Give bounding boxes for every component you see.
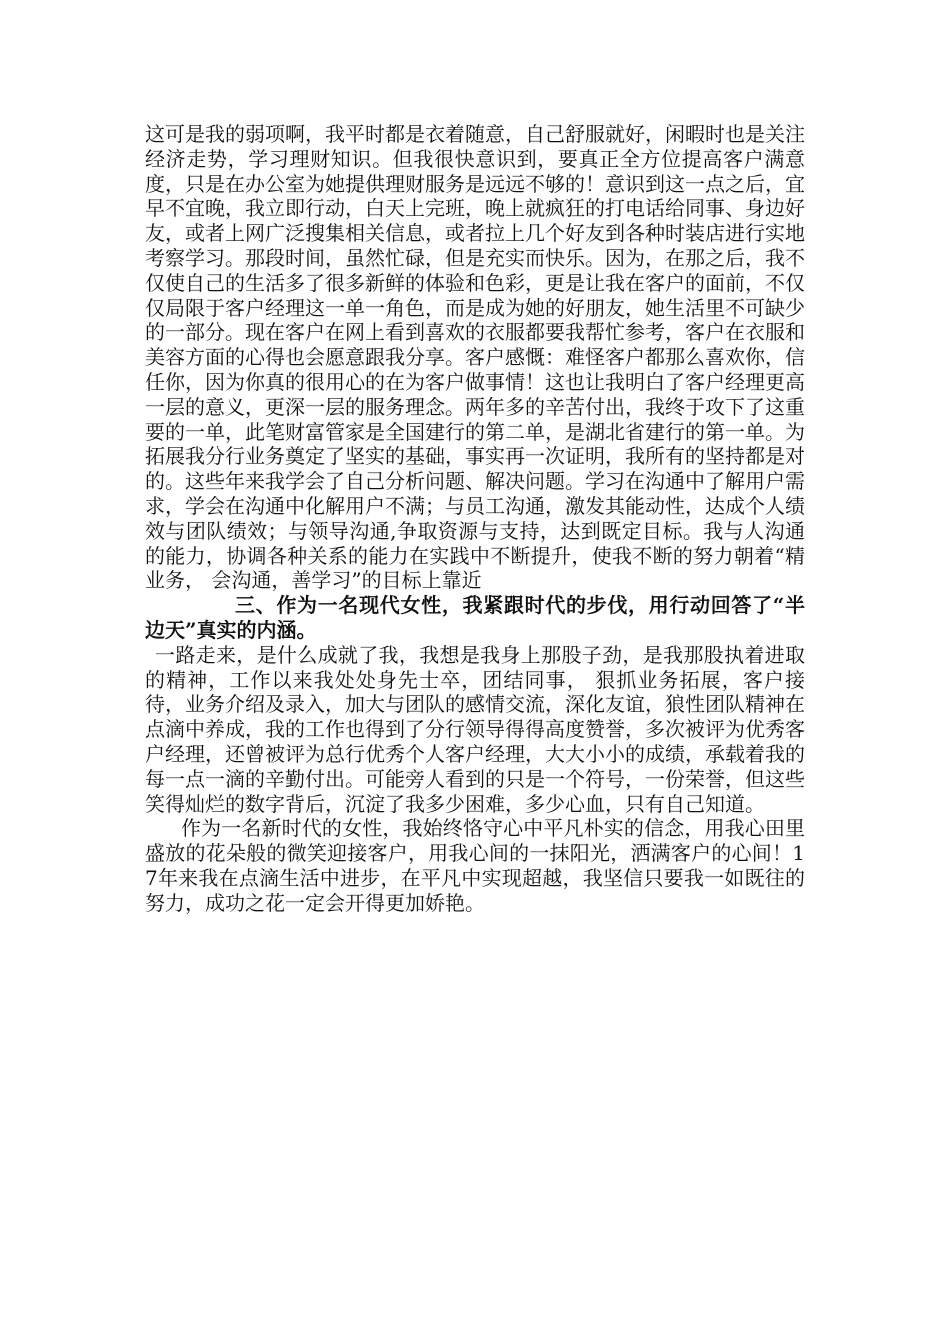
document-body	[145, 122, 805, 916]
body-paragraph: 作为一名新时代的女性，我始终恪守心中平凡朴实的信念，用我心田里盛放的花朵般的微笑迎接客户，用我心间的一抹阳光，洒满客户的心间！17年来我在点滴生活中进步，在平凡中实现超越，我坚信只要我一如既往的努力，成功之花一定会开得更加娇艳。	[145, 816, 805, 915]
body-paragraph: 一路走来，是什么成就了我，我想是我身上那股子劲，是我那股执着进取的精神，工作以来我处处身先士卒，团结同事， 狠抓业务拓展，客户接待，业务介绍及录入，加大与团队的感情交流，深化友谊，狼性团队精神在点滴中养成，我的工作也得到了分行领导得得高度赞誉，多次被评为优秀客户经理，还曾被评为总行优秀个人客户经理，大大小小的成绩，承载着我的每一点一滴的辛勤付出。可能旁人看到的只是一个符号，一份荣誉，但这些笑得灿烂的数字背后，沉淀了我多少困难，多少心血，只有自己知道。	[145, 642, 805, 816]
body-paragraph: 这可是我的弱项啊，我平时都是衣着随意，自己舒服就好，闲暇时也是关注经济走势，学习理财知识。但我很快意识到，要真正全方位提高客户满意度，只是在办公室为她提供理财服务是远远不够的！意识到这一点之后，宜早不宜晚，我立即行动，白天上完班，晚上就疯狂的打电话给同事、身边好友，或者上网广泛搜集相关信息，或者拉上几个好友到各种时装店进行实地考察学习。那段时间，虽然忙碌，但是充实而快乐。因为，在那之后，我不仅使自己的生活多了很多新鲜的体验和色彩，更是让我在客户的面前，不仅仅局限于客户经理这一单一角色，而是成为她的好朋友，她生活里不可缺少的一部分。现在客户在网上看到喜欢的衣服都要我帮忙参考，客户在衣服和美容方面的心得也会愿意跟我分享。客户感慨：难怪客户都那么喜欢你，信任你，因为你真的很用心的在为客户做事情！这也让我明白了客户经理更高一层的意义，更深一层的服务理念。两年多的辛苦付出，我终于攻下了这重要的一单，此笔财富管家是全国建行的第二单，是湖北省建行的第一单。为拓展我分行业务奠定了坚实的基础，事实再一次证明，我所有的坚持都是对的。这些年来我学会了自己分析问题、解决问题。学习在沟通中了解用户需求，学会在沟通中化解用户不满；与员工沟通，激发其能动性，达成个人绩效与团队绩效；与领导沟通,争取资源与支持，达到既定目标。我与人沟通的能力，协调各种关系的能力在实践中不断提升，使我不断的努力朝着“精业务， 会沟通，善学习”的目标上靠近	[145, 122, 805, 593]
section-heading: 三、作为一名现代女性，我紧跟时代的步伐，用行动回答了“半边天”真实的内涵。	[145, 593, 805, 642]
